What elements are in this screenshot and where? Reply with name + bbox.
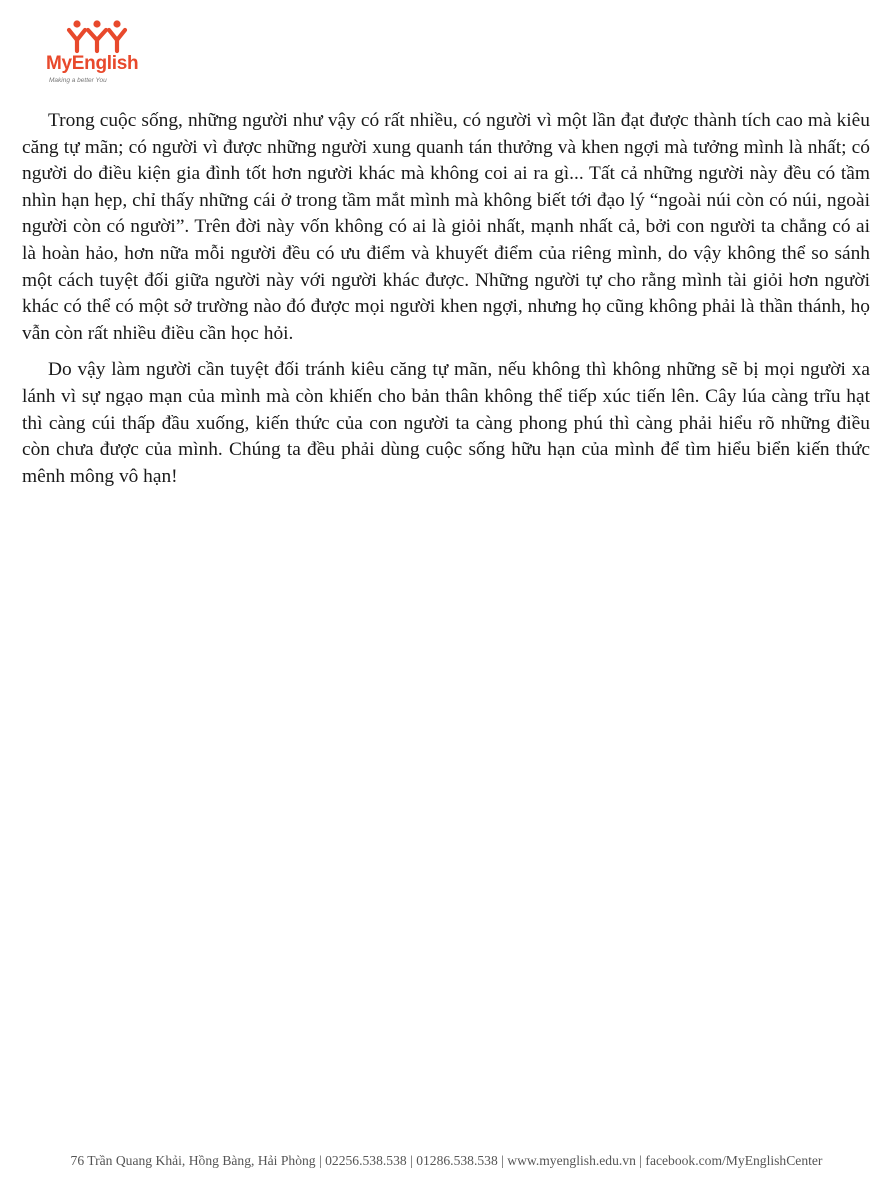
brand-name: MyEnglish [46, 53, 139, 74]
brand-logo [46, 20, 156, 90]
brand-tagline: Making a better You [49, 77, 107, 84]
paragraph-1: Trong cuộc sống, những người như vậy có rất nhiều, có người vì một lần đạt được thành tích cao mà kiêu căng tự mãn; có người vì được những người xung quanh tán thưởng và khen ngợi mà tưởng mình là nhất; có người do điều kiện gia đình tốt hơn người khác mà không coi ai ra gì... Tất cả những người này đều có tầm nhìn hạn hẹp, chỉ thấy những cái ở trong tầm mắt mình mà không biết tới đạo lý “ngoài núi còn có núi, ngoài người còn có người”. Trên đời này vốn không có ai là giỏi nhất, mạnh nhất cả, bởi con người ta chẳng có ai là hoàn hảo, hơn nữa mỗi người đều có ưu điểm và khuyết điểm của riêng mình, do vậy không thể so sánh một cách tuyệt đối giữa người này với người khác được. Những người tự cho rằng mình tài giỏi hơn người khác có thể có một sở trường nào đó được mọi người khen ngợi, nhưng họ cũng không phải là thần thánh, họ vẫn còn rất nhiều điều cần học hỏi. [22, 110, 870, 344]
footer-contact-line: 76 Trần Quang Khải, Hồng Bàng, Hải Phòng | 02256.538.538 | 01286.538.538 | www.myenglish.edu.vn | facebook.com/MyEnglishCenter [70, 1153, 823, 1168]
document-body [22, 108, 870, 500]
three-person-figures-icon [66, 20, 128, 54]
paragraph-2: Do vậy làm người cần tuyệt đối tránh kiêu căng tự mãn, nếu không thì không những sẽ bị mọi người xa lánh vì sự ngạo mạn của mình mà còn khiến cho bản thân không thể tiếp xúc tiến lên. Cây lúa càng trĩu hạt thì càng cúi thấp đầu xuống, kiến thức của con người ta càng phong phú thì càng phải hiểu rõ những điều còn chưa được của mình. Chúng ta đều phải dùng cuộc sống hữu hạn của mình để tìm hiểu biển kiến thức mênh mông vô hạn! [22, 359, 870, 487]
